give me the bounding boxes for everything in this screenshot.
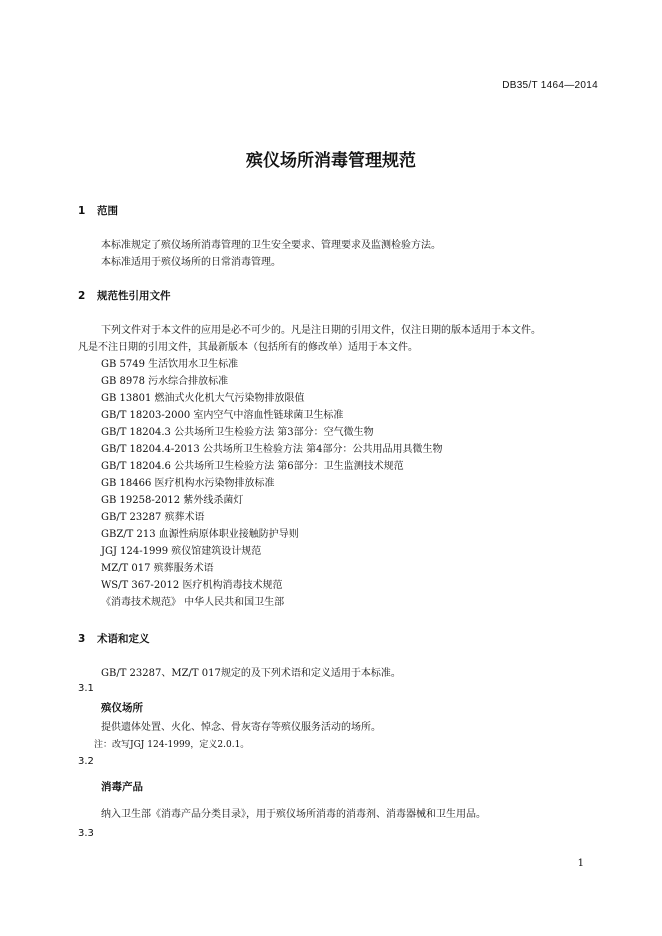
document-title: 殡仪场所消毒管理规范 [246, 151, 416, 171]
section-2-heading [78, 288, 171, 303]
term-note: 注：改写JGJ 124-1999，定义2.0.1。 [94, 740, 250, 750]
reference-item: GB 13801 燃油式火化机大气污染物排放限值 [101, 393, 305, 404]
standard-number: DB35/T 1464—2014 [502, 80, 598, 91]
section-title: 规范性引用文件 [97, 290, 171, 302]
reference-item: GB/T 18204.4-2013 公共场所卫生检验方法 第4部分：公共用品用具微生物 [101, 444, 443, 455]
term-number: 3.1 [78, 683, 94, 694]
term-name: 消毒产品 [101, 781, 143, 793]
reference-item: GB 8978 污水综合排放标准 [101, 376, 229, 387]
reference-item: GB 18466 医疗机构水污染物排放标准 [101, 478, 275, 489]
reference-item: WS/T 367-2012 医疗机构消毒技术规范 [101, 580, 283, 591]
section-number: 3 [78, 633, 86, 645]
section-title: 范围 [97, 205, 118, 217]
paragraph: 本标准规定了殡仪场所消毒管理的卫生安全要求、管理要求及监测检验方法。 [101, 240, 441, 251]
page-number: 1 [577, 858, 584, 869]
paragraph: 下列文件对于本文件的应用是必不可少的。凡是注日期的引用文件，仅注日期的版本适用于本文件。 [101, 325, 541, 336]
term-name: 殡仪场所 [101, 702, 143, 714]
term-number: 3.2 [78, 756, 94, 767]
paragraph: 凡是不注日期的引用文件，其最新版本（包括所有的修改单）适用于本文件。 [78, 342, 418, 353]
term-number: 3.3 [78, 828, 94, 839]
section-number: 1 [78, 205, 86, 217]
term-definition: 提供遗体处置、火化、悼念、骨灰寄存等殡仪服务活动的场所。 [101, 722, 381, 733]
reference-item: 《消毒技术规范》 中华人民共和国卫生部 [101, 597, 285, 608]
term-definition: 纳入卫生部《消毒产品分类目录》，用于殡仪场所消毒的消毒剂、消毒器械和卫生用品。 [101, 809, 486, 820]
reference-item: GB/T 18204.6 公共场所卫生检验方法 第6部分：卫生监测技术规范 [101, 461, 404, 472]
reference-item: GB 5749 生活饮用水卫生标准 [101, 359, 239, 370]
reference-item: GB/T 18204.3 公共场所卫生检验方法 第3部分：空气微生物 [101, 427, 374, 438]
reference-item: MZ/T 017 殡葬服务术语 [101, 563, 214, 574]
reference-item: GBZ/T 213 血源性病原体职业接触防护导则 [101, 529, 299, 540]
paragraph: GB/T 23287、MZ/T 017规定的及下列术语和定义适用于本标准。 [101, 668, 401, 679]
reference-item: GB 19258-2012 紫外线杀菌灯 [101, 495, 244, 506]
paragraph: 本标准适用于殡仪场所的日常消毒管理。 [101, 257, 281, 268]
reference-item: JGJ 124-1999 殡仪馆建筑设计规范 [101, 546, 262, 557]
reference-item: GB/T 18203-2000 室内空气中溶血性链球菌卫生标准 [101, 410, 344, 421]
section-number: 2 [78, 290, 86, 302]
section-title: 术语和定义 [97, 633, 150, 645]
section-3-heading [78, 631, 150, 646]
reference-item: GB/T 23287 殡葬术语 [101, 512, 205, 523]
section-1-heading [78, 203, 118, 218]
